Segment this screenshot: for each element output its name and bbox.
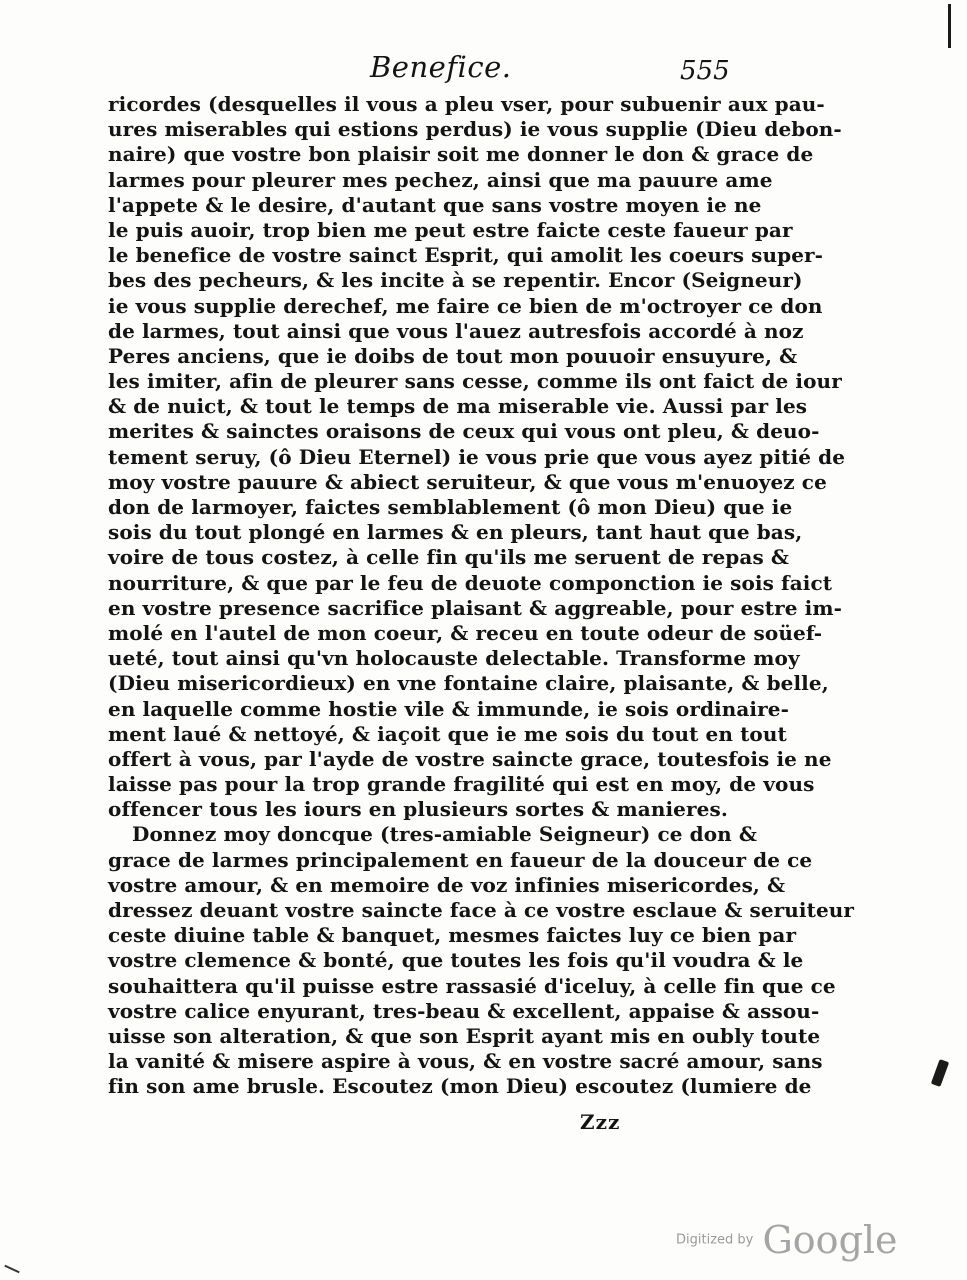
text-line: ueté, tout ainsi qu'vn holocauste delectable. Transforme moy	[108, 646, 800, 671]
text-line: moy vostre pauure & abiect seruiteur, & que vous m'enuoyez ce	[108, 469, 827, 494]
text-line: souhaittera qu'il puisse estre rassasié d'iceluy, à celle fin que ce	[108, 973, 836, 998]
text-line: ment laué & nettoyé, & iaçoit que ie me sois du tout en tout	[108, 721, 787, 746]
text-line: don de larmoyer, faictes semblablement (ô mon Dieu) que ie	[108, 495, 793, 519]
paragraph-start-line: Donnez moy doncque (tres-amiable Seigneur) ce don &	[132, 822, 757, 847]
scan-edge-mark	[948, 4, 951, 48]
text-line: voire de tous costez, à celle fin qu'ils me seruent de repas &	[108, 545, 790, 570]
text-line: le puis auoir, trop bien me peut estre faicte ceste faueur par	[108, 217, 793, 242]
text-line: vostre clemence & bonté, que toutes les fois qu'il voudra & le	[108, 948, 804, 973]
text-line: sois du tout plongé en larmes & en pleurs, tant haut que bas,	[108, 520, 803, 545]
digitized-by-label: Digitized by	[676, 1232, 754, 1248]
text-line: ceste diuine table & banquet, mesmes faictes luy ce bien par	[108, 923, 797, 948]
text-line: en laquelle comme hostie vile & immunde, ie sois ordinaire-	[108, 696, 789, 721]
text-line: merites & sainctes oraisons de ceux qui vous ont pleu, & deuo-	[108, 419, 820, 444]
body-text	[108, 92, 855, 1100]
text-line: la vanité & misere aspire à vous, & en vostre sacré amour, sans	[108, 1049, 823, 1074]
text-line: (Dieu misericordieux) en vne fontaine claire, plaisante, & belle,	[108, 671, 829, 696]
text-line: fin son ame brusle. Escoutez (mon Dieu) escoutez (lumiere de	[108, 1074, 812, 1099]
text-line: ures miserables qui estions perdus) ie vous supplie (Dieu debon-	[108, 117, 842, 142]
text-line: ie vous supplie derechef, me faire ce bien de m'octroyer ce don	[108, 293, 823, 318]
text-line: & de nuict, & tout le temps de ma miserable vie. Aussi par les	[108, 394, 808, 419]
text-line: molé en l'autel de mon coeur, & receu en toute odeur de soüef-	[108, 620, 823, 645]
text-line: grace de larmes principalement en faueur de la douceur de ce	[108, 847, 813, 872]
text-line: dressez deuant vostre saincte face à ce vostre esclaue & seruiteur	[108, 898, 855, 922]
digitizer-logo: Google	[762, 1218, 898, 1262]
text-line: bes des pecheurs, & les incite à se repentir. Encor (Seigneur)	[108, 268, 803, 293]
text-line: larmes pour pleurer mes pechez, ainsi que ma pauure ame	[108, 167, 773, 192]
signature-mark: Zzz	[580, 1110, 621, 1134]
text-line: Peres anciens, que ie doibs de tout mon pouuoir ensuyure, &	[108, 343, 798, 368]
paragraph-end-line: offencer tous les iours en plusieurs sortes & manieres.	[108, 797, 728, 822]
text-line: vostre calice enyurant, tres-beau & excellent, appaise & assou-	[108, 998, 820, 1023]
text-line: de larmes, tout ainsi que vous l'auez autresfois accordé à noz	[108, 318, 804, 343]
running-title: Benefice.	[370, 50, 512, 84]
text-line: laisse pas pour la trop grande fragilité qui est en moy, de vous	[108, 772, 815, 797]
text-line: l'appete & le desire, d'autant que sans vostre moyen ie ne	[108, 192, 762, 217]
text-line: tement seruy, (ô Dieu Eternel) ie vous prie que vous ayez pitié de	[108, 444, 846, 469]
text-line: nourriture, & que par le feu de deuote componction ie sois faict	[108, 570, 833, 595]
text-line: les imiter, afin de pleurer sans cesse, comme ils ont faict de iour	[108, 369, 842, 394]
text-line: en vostre presence sacrifice plaisant & aggreable, pour estre im-	[108, 595, 843, 620]
text-line: vostre amour, & en memoire de voz infinies misericordes, &	[108, 872, 786, 897]
digitized-watermark	[676, 1218, 898, 1262]
text-line: offert à vous, par l'ayde de vostre saincte grace, toutesfois ie ne	[108, 746, 832, 771]
text-line: le benefice de vostre sainct Esprit, qui amolit les coeurs super-	[108, 243, 824, 268]
text-line: naire) que vostre bon plaisir soit me donner le don & grace de	[108, 142, 814, 167]
text-line: ricordes (desquelles il vous a pleu vser, pour subuenir aux pau-	[108, 92, 825, 116]
margin-ink-mark	[931, 1059, 949, 1087]
page-number: 555	[680, 56, 730, 86]
text-line: uisse son alteration, & que son Esprit ayant mis en oubly toute	[108, 1023, 821, 1048]
scan-corner-mark	[4, 1265, 19, 1274]
